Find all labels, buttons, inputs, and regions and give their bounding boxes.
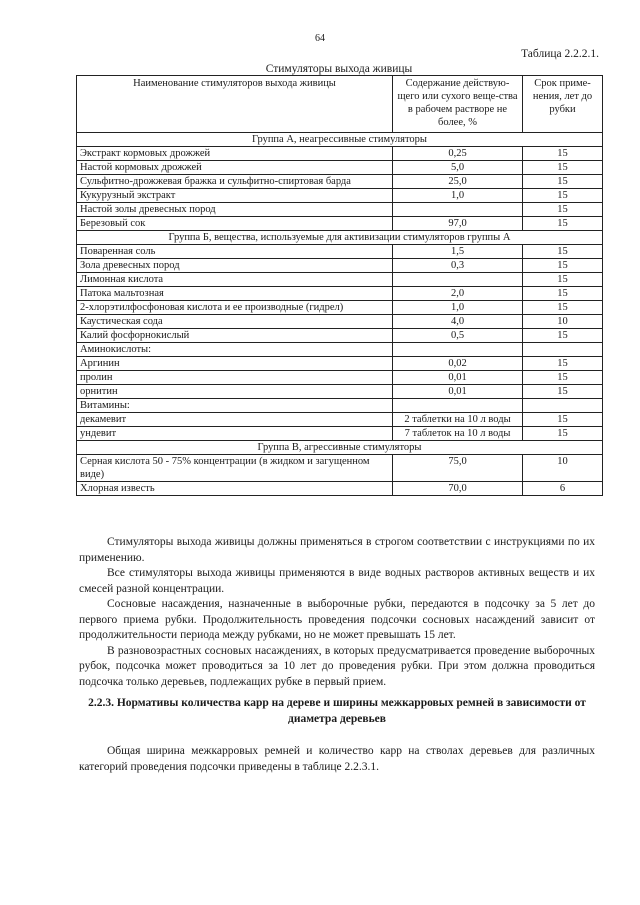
cell-name: Настой кормовых дрожжей (77, 161, 393, 175)
paragraph: Общая ширина межкарровых ремней и количество карр на стволах деревьев для различных категорий проведения подсочки приведены в таблице 2.2.3.1. (79, 745, 595, 773)
cell-content: 0,25 (393, 147, 523, 161)
header-name: Наименование стимуляторов выхода живицы (77, 76, 393, 133)
table-row (77, 301, 603, 315)
cell-content: 97,0 (393, 217, 523, 231)
cell-name: Калий фосфорнокислый (77, 329, 393, 343)
cell-term: 15 (523, 161, 603, 175)
cell-term (523, 343, 603, 357)
cell-content (393, 343, 523, 357)
table-row (77, 371, 603, 385)
cell-term: 15 (523, 273, 603, 287)
group-row (77, 133, 603, 147)
cell-term: 15 (523, 245, 603, 259)
table-row (77, 399, 603, 413)
cell-name: Витамины: (77, 399, 393, 413)
table-row (77, 189, 603, 203)
table-row (77, 203, 603, 217)
section-body (79, 744, 595, 775)
paragraph: Стимуляторы выхода живицы должны применяться в строгом соответствии с инструкциями по их применению. (79, 536, 595, 564)
cell-content: 1,0 (393, 189, 523, 203)
cell-name: Патока мальтозная (77, 287, 393, 301)
table-row (77, 259, 603, 273)
cell-term: 15 (523, 147, 603, 161)
cell-term: 15 (523, 427, 603, 441)
cell-name: Лимонная кислота (77, 273, 393, 287)
header-term: Срок приме-нения, лет до рубки (523, 76, 603, 133)
cell-term: 15 (523, 175, 603, 189)
cell-term: 15 (523, 329, 603, 343)
cell-name: Сульфитно-дрожжевая бражка и сульфитно-спиртовая барда (77, 175, 393, 189)
table-row (77, 217, 603, 231)
table-row (77, 315, 603, 329)
cell-content (393, 273, 523, 287)
table-row (77, 245, 603, 259)
cell-content: 0,01 (393, 371, 523, 385)
cell-content (393, 203, 523, 217)
table-row (77, 385, 603, 399)
page-number: 64 (315, 33, 325, 44)
table-row (77, 482, 603, 496)
cell-content: 0,3 (393, 259, 523, 273)
table-row (77, 427, 603, 441)
body-text (79, 535, 595, 690)
table-row (77, 161, 603, 175)
cell-content: 0,01 (393, 385, 523, 399)
cell-name: 2-хлорэтилфосфоновая кислота и ее производные (гидрел) (77, 301, 393, 315)
cell-term: 15 (523, 203, 603, 217)
table-row (77, 175, 603, 189)
group-title: Группа Б, вещества, используемые для активизации стимуляторов группы А (77, 231, 603, 245)
cell-content: 4,0 (393, 315, 523, 329)
table-row (77, 329, 603, 343)
cell-term: 10 (523, 455, 603, 482)
cell-term: 15 (523, 287, 603, 301)
cell-name: Экстракт кормовых дрожжей (77, 147, 393, 161)
cell-content: 1,5 (393, 245, 523, 259)
cell-name: ундевит (77, 427, 393, 441)
cell-name: Кукурузный экстракт (77, 189, 393, 203)
cell-term: 15 (523, 217, 603, 231)
cell-term: 15 (523, 385, 603, 399)
cell-name: Зола древесных пород (77, 259, 393, 273)
table-row (77, 147, 603, 161)
group-title: Группа А, неагрессивные стимуляторы (77, 133, 603, 147)
cell-term: 6 (523, 482, 603, 496)
cell-term (523, 399, 603, 413)
table-row (77, 273, 603, 287)
cell-term: 15 (523, 413, 603, 427)
cell-name: Каустическая сода (77, 315, 393, 329)
cell-name: декамевит (77, 413, 393, 427)
cell-name: Березовый сок (77, 217, 393, 231)
cell-term: 15 (523, 357, 603, 371)
table-body (77, 133, 603, 496)
cell-content: 1,0 (393, 301, 523, 315)
cell-content: 2,0 (393, 287, 523, 301)
table-label: Таблица 2.2.2.1. (521, 48, 599, 60)
paragraph: В разновозрастных сосновых насаждениях, в которых предусматривается проведение выборочных рубок, подсочка может проводиться за 10 лет до проведения рубки. При этом должна проводиться подсочка только деревьев, подлежащих рубке в первый прием. (79, 644, 595, 688)
cell-term: 15 (523, 259, 603, 273)
paragraph: Сосновые насаждения, назначенные в выборочные рубки, передаются в подсочку за 5 лет до первого приема рубки. Продолжительность проведения подсочки сосновых насаждений зависит от продолжительности периода между рубками, но не может превышать 15 лет. (79, 598, 595, 641)
cell-term: 15 (523, 301, 603, 315)
table-row (77, 287, 603, 301)
cell-content: 5,0 (393, 161, 523, 175)
table-row (77, 413, 603, 427)
cell-content: 0,5 (393, 329, 523, 343)
cell-content: 0,02 (393, 357, 523, 371)
cell-name: орнитин (77, 385, 393, 399)
table-title: Стимуляторы выхода живицы (265, 63, 413, 75)
table-header-row (77, 76, 603, 133)
cell-term: 15 (523, 189, 603, 203)
cell-name: Хлорная известь (77, 482, 393, 496)
cell-term: 10 (523, 315, 603, 329)
group-row (77, 441, 603, 455)
cell-content: 70,0 (393, 482, 523, 496)
table-row (77, 343, 603, 357)
cell-content (393, 399, 523, 413)
cell-content: 7 таблеток на 10 л воды (393, 427, 523, 441)
header-content: Содержание действую-щего или сухого веще-ства в рабочем растворе не более, % (393, 76, 523, 133)
cell-name: Аргинин (77, 357, 393, 371)
table-row (77, 357, 603, 371)
cell-content: 2 таблетки на 10 л воды (393, 413, 523, 427)
cell-content: 75,0 (393, 455, 523, 482)
section-heading: 2.2.3. Нормативы количества карр на дереве и ширины межкарровых ремней в зависимости от диаметра деревьев (88, 697, 586, 725)
stimulators-table (76, 75, 603, 496)
paragraph: Все стимуляторы выхода живицы применяются в виде водных растворов активных веществ и их смесей разной концентрации. (79, 567, 595, 595)
cell-term: 15 (523, 371, 603, 385)
cell-name: Настой золы древесных пород (77, 203, 393, 217)
group-row (77, 231, 603, 245)
cell-name: Аминокислоты: (77, 343, 393, 357)
cell-name: пролин (77, 371, 393, 385)
group-title: Группа В, агрессивные стимуляторы (77, 441, 603, 455)
table-row (77, 455, 603, 482)
cell-name: Серная кислота 50 - 75% концентрации (в жидком и загущенном виде) (77, 455, 393, 482)
cell-content: 25,0 (393, 175, 523, 189)
cell-name: Поваренная соль (77, 245, 393, 259)
